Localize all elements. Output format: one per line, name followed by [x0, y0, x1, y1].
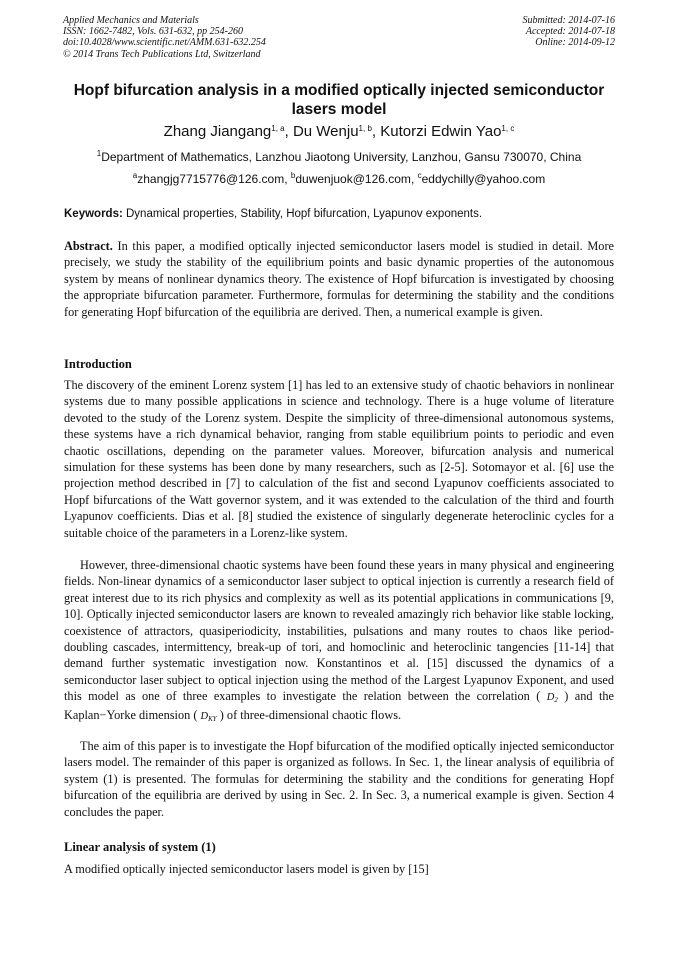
author-name: Zhang Jiangang	[163, 123, 272, 140]
author-list: Zhang Jiangang$^{1, a}$, Du Wenju$^{1, b}$, Kutorzi Edwin Yao$^{1, c}$	[163, 123, 515, 140]
paper-title-line1: Hopf bifurcation analysis in a modified optically injected semiconductor	[73, 82, 605, 99]
keywords-text: Dynamical properties, Stability, Hopf bifurcation, Lyapunov exponents.	[126, 208, 483, 220]
section-heading-linear-analysis: Linear analysis of system (1)	[64, 840, 216, 854]
affiliation-text: Department of Mathematics, Lanzhou Jiaotong University, Lanzhou, Gansu 730070, China	[101, 150, 582, 164]
author-affiliation-mark: 1, c	[501, 124, 515, 133]
journal-doi: doi:10.4028/www.scientific.net/AMM.631-632.254	[63, 37, 266, 49]
affiliation	[55, 150, 623, 165]
online-date: Online: 2014-09-12	[535, 37, 615, 49]
intro-paragraph-1: The discovery of the eminent Lorenz system [1] has led to an extensive study of chaotic behaviors in nonlinear systems due to many possible applications in science and technology. There is a huge volume of literature devoted to the study of the Lorenz system. Despite the simplicity of three-dimensional autonomous systems, these systems have a rich dynamical behavior, ranging from stable equilibrium points to periodic and even chaotic oscillations, depending on the parameter values. Moreover, bifurcation analysis and numerical simulation for these systems has been done by many researchers, such as [2-5]. Sotomayor et al. [6] use the projection method described in [7] to calculation of the fist and second Lyapunov coefficients associated to Hopf bifurcations of the Watt governor system, and it was extended to the calculation of the third and fourth Lyapunov coefficients. Dias et al. [8] studied the existence of singularly degenerate heteroclinic cycles for a suitable choice of the parameters in a Lorenz-like system.	[64, 378, 614, 540]
author-name: Du Wenju	[292, 123, 359, 140]
linear-analysis-paragraph: A modified optically injected semiconductor lasers model is given by [15]	[64, 862, 429, 876]
accepted-date: Accepted: 2014-07-18	[525, 26, 615, 38]
author-affiliation-mark: 1, a	[271, 124, 285, 133]
math-d2: $D_2$	[546, 692, 558, 705]
author-name: Kutorzi Edwin Yao	[380, 123, 502, 140]
email-mark: c	[417, 171, 422, 180]
intro-paragraph-3: The aim of this paper is to investigate the Hopf bifurcation of the modified optically injected semiconductor lasers model. The remainder of this paper is organized as follows. In Sec. 1, the linear analysis of equilibria of system (1) is presented. The formulas for determining the stability and the conditions for generating Hopf bifurcation of the equilibria are derived by using in Sec. 2. In Sec. 3, a numerical example is given. Section 4 concludes the paper.	[64, 739, 614, 819]
dates-header	[523, 15, 616, 49]
email-address: eddychilly@yahoo.com	[421, 172, 546, 186]
abstract	[64, 238, 614, 320]
journal-header	[63, 15, 266, 60]
email-address: zhangjg7715776@126.com	[137, 172, 285, 186]
journal-copyright: © 2014 Trans Tech Publications Ltd, Switzerland	[63, 48, 261, 60]
math-dky: $D_{KY}$	[200, 710, 217, 723]
journal-issn: ISSN: 1662-7482, Vols. 631-632, pp 254-260	[63, 26, 243, 38]
keywords	[64, 207, 616, 222]
paper-title-line2: lasers model	[291, 101, 387, 118]
abstract-label: Abstract.	[64, 239, 113, 253]
journal-name: Applied Mechanics and Materials	[63, 15, 199, 26]
email-list: $^a$zhangjg7715776@126.com, $^b$duwenjuok@126.com, $^c$eddychilly@yahoo.com	[132, 171, 546, 186]
intro-paragraph-2	[64, 557, 614, 725]
intro-paragraph-2-text-c: ) of three-dimensional chaotic flows.	[219, 707, 402, 722]
intro-paragraph-2-text-b: ) and the Kaplan−Yorke dimension (	[64, 689, 615, 722]
affiliation-mark: 1	[96, 149, 102, 158]
abstract-text: In this paper, a modified optically injected semiconductor lasers model is studied in detail. More precisely, we study the stability of the equilibrium points and basic dynamic properties of the autonomous system by means of nonlinear dynamics theory. The existence of Hopf bifurcation is investigated by choosing the appropriate bifurcation parameter. Furthermore, formulas for determining the stability and the conditions for generating Hopf bifurcation of the equilibria are derived. Then, a numerical example is given.	[64, 239, 614, 319]
submitted-date: Submitted: 2014-07-16	[522, 15, 615, 26]
email-mark: b	[290, 171, 296, 180]
paper-title	[55, 81, 623, 119]
author-affiliation-mark: 1, b	[358, 124, 372, 133]
section-heading-introduction: Introduction	[64, 357, 132, 371]
email-mark: a	[132, 171, 138, 180]
keywords-label: Keywords:	[64, 208, 123, 220]
intro-paragraph-2-text-a: However, three-dimensional chaotic systems have been found these years in many physical and engineering fields. Non-linear dynamics of a semiconductor laser subject to optical injection is currently a research field of great interest due to its rich physics and complexity as well as its potential applications in communications [9, 10]. Optically injected semiconductor lasers are known to revealed amazingly rich behavior like stable locking, coexistence of attractors, quasiperiodicity, instabilities, pulsations and many routes to chaos like period-doubling cascades, intermittency, break-up of tori, and homoclinic and heteroclinic tangencies [11-14] that demand further systematic investigation now. Konstantinos et al. [15] discussed the dynamics of a semiconductor laser subject to optical injection using the method of the Largest Lyapunov Exponent, and used this model as one of three examples to investigate the relation between the correlation (	[64, 558, 614, 704]
email-address: duwenjuok@126.com	[295, 172, 411, 186]
